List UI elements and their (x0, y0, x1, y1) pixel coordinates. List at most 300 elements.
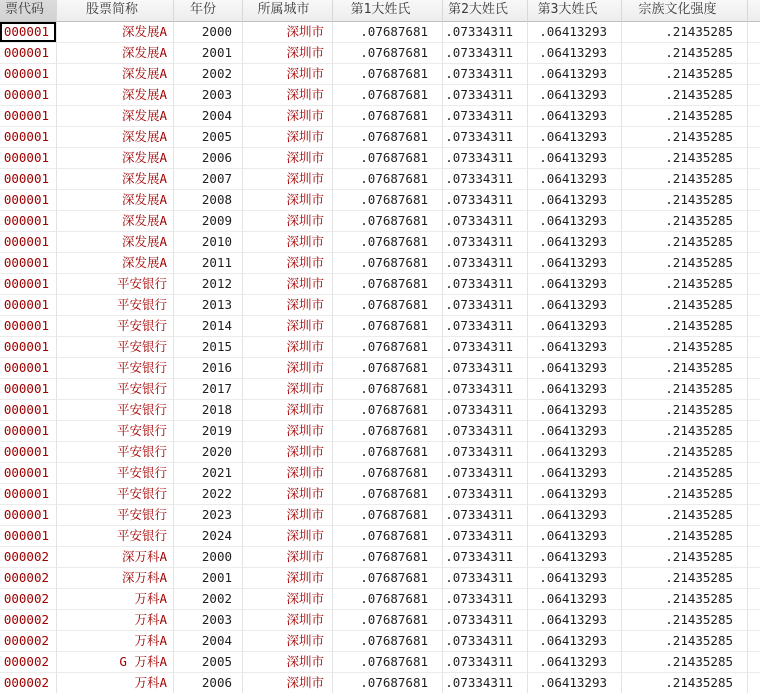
cell-surname3[interactable]: .06413293 (528, 400, 622, 421)
cell-surname1[interactable]: .07687681 (333, 85, 443, 106)
cell-clan_strength[interactable]: .21435285 (622, 232, 748, 253)
row-filler (748, 421, 760, 442)
cell-surname2[interactable]: .07334311 (443, 274, 528, 295)
row-filler (748, 442, 760, 463)
cell-city[interactable]: 深圳市 (243, 169, 333, 190)
cell-surname2[interactable]: .07334311 (443, 526, 528, 547)
cell-surname3[interactable]: .06413293 (528, 64, 622, 85)
cell-surname1[interactable]: .07687681 (333, 673, 443, 693)
cell-clan_strength[interactable]: .21435285 (622, 316, 748, 337)
cell-stock_name[interactable]: 深万科A (57, 547, 174, 568)
cell-surname2[interactable]: .07334311 (443, 85, 528, 106)
cell-year[interactable]: 2019 (174, 421, 243, 442)
cell-surname2[interactable]: .07334311 (443, 547, 528, 568)
cell-stock_code[interactable]: 000002 (0, 631, 57, 652)
cell-surname2[interactable]: .07334311 (443, 232, 528, 253)
cell-city[interactable]: 深圳市 (243, 463, 333, 484)
cell-clan_strength[interactable]: .21435285 (622, 148, 748, 169)
cell-city[interactable]: 深圳市 (243, 211, 333, 232)
cell-stock_name[interactable]: 平安银行 (57, 421, 174, 442)
cell-clan_strength[interactable]: .21435285 (622, 484, 748, 505)
cell-surname2[interactable]: .07334311 (443, 211, 528, 232)
cell-stock_name[interactable]: 平安银行 (57, 484, 174, 505)
cell-city[interactable]: 深圳市 (243, 568, 333, 589)
cell-clan_strength[interactable]: .21435285 (622, 43, 748, 64)
cell-surname1[interactable]: .07687681 (333, 379, 443, 400)
cell-stock_code[interactable]: 000001 (0, 379, 57, 400)
column-header-filler (748, 0, 760, 22)
cell-clan_strength[interactable]: .21435285 (622, 358, 748, 379)
cell-surname3[interactable]: .06413293 (528, 295, 622, 316)
cell-surname1[interactable]: .07687681 (333, 106, 443, 127)
cell-year[interactable]: 2009 (174, 211, 243, 232)
cell-surname1[interactable]: .07687681 (333, 169, 443, 190)
cell-city[interactable]: 深圳市 (243, 505, 333, 526)
cell-year[interactable]: 2023 (174, 505, 243, 526)
column-header[interactable]: 第1大姓氏 (333, 0, 443, 22)
cell-stock_code[interactable]: 000001 (0, 505, 57, 526)
cell-year[interactable]: 2017 (174, 379, 243, 400)
cell-stock_name[interactable]: 平安银行 (57, 295, 174, 316)
column-header[interactable]: 第2大姓氏 (443, 0, 528, 22)
cell-surname2[interactable]: .07334311 (443, 106, 528, 127)
cell-surname1[interactable]: .07687681 (333, 274, 443, 295)
cell-stock_code[interactable]: 000001 (0, 106, 57, 127)
column-header[interactable]: 年份 (174, 0, 243, 22)
cell-stock_name[interactable]: 平安银行 (57, 316, 174, 337)
cell-clan_strength[interactable]: .21435285 (622, 211, 748, 232)
cell-stock_name[interactable]: 万科A (57, 673, 174, 693)
cell-year[interactable]: 2020 (174, 442, 243, 463)
cell-surname1[interactable]: .07687681 (333, 484, 443, 505)
cell-surname3[interactable]: .06413293 (528, 337, 622, 358)
cell-surname3[interactable]: .06413293 (528, 43, 622, 64)
cell-surname1[interactable]: .07687681 (333, 400, 443, 421)
cell-surname3[interactable]: .06413293 (528, 484, 622, 505)
cell-stock_name[interactable]: 深发展A (57, 211, 174, 232)
cell-surname1[interactable]: .07687681 (333, 568, 443, 589)
cell-surname2[interactable]: .07334311 (443, 64, 528, 85)
cell-year[interactable]: 2007 (174, 169, 243, 190)
cell-surname1[interactable]: .07687681 (333, 610, 443, 631)
cell-clan_strength[interactable]: .21435285 (622, 379, 748, 400)
cell-year[interactable]: 2010 (174, 232, 243, 253)
table-row (0, 610, 760, 631)
cell-clan_strength[interactable]: .21435285 (622, 652, 748, 673)
cell-city[interactable]: 深圳市 (243, 358, 333, 379)
cell-surname2[interactable]: .07334311 (443, 505, 528, 526)
cell-stock_code[interactable]: 000001 (0, 169, 57, 190)
table-row (0, 652, 760, 673)
cell-stock_name[interactable]: 平安银行 (57, 463, 174, 484)
cell-stock_name[interactable]: 万科A (57, 589, 174, 610)
cell-surname1[interactable]: .07687681 (333, 547, 443, 568)
cell-surname1[interactable]: .07687681 (333, 631, 443, 652)
cell-city[interactable]: 深圳市 (243, 379, 333, 400)
cell-year[interactable]: 2021 (174, 463, 243, 484)
cell-stock_code[interactable]: 000002 (0, 547, 57, 568)
cell-surname3[interactable]: .06413293 (528, 526, 622, 547)
cell-clan_strength[interactable]: .21435285 (622, 421, 748, 442)
cell-surname3[interactable]: .06413293 (528, 379, 622, 400)
row-filler (748, 85, 760, 106)
cell-surname2[interactable]: .07334311 (443, 190, 528, 211)
cell-surname1[interactable]: .07687681 (333, 253, 443, 274)
cell-city[interactable]: 深圳市 (243, 253, 333, 274)
table-row (0, 316, 760, 337)
cell-city[interactable]: 深圳市 (243, 673, 333, 693)
cell-stock_code[interactable]: 000001 (0, 442, 57, 463)
cell-city[interactable]: 深圳市 (243, 274, 333, 295)
cell-stock_name[interactable]: 平安银行 (57, 337, 174, 358)
cell-stock_name[interactable]: 平安银行 (57, 358, 174, 379)
cell-stock_code[interactable]: 000002 (0, 652, 57, 673)
table-row (0, 631, 760, 652)
cell-surname2[interactable]: .07334311 (443, 253, 528, 274)
cell-city[interactable]: 深圳市 (243, 400, 333, 421)
cell-year[interactable]: 2016 (174, 358, 243, 379)
cell-clan_strength[interactable]: .21435285 (622, 253, 748, 274)
cell-clan_strength[interactable]: .21435285 (622, 568, 748, 589)
cell-city[interactable]: 深圳市 (243, 484, 333, 505)
cell-city[interactable]: 深圳市 (243, 295, 333, 316)
cell-stock_code[interactable]: 000001 (0, 484, 57, 505)
cell-year[interactable]: 2006 (174, 148, 243, 169)
cell-stock_name[interactable]: 深发展A (57, 169, 174, 190)
cell-surname3[interactable]: .06413293 (528, 568, 622, 589)
column-header[interactable]: 所属城市 (243, 0, 333, 22)
row-filler (748, 484, 760, 505)
cell-clan_strength[interactable]: .21435285 (622, 547, 748, 568)
column-header[interactable]: 第3大姓氏 (528, 0, 622, 22)
cell-surname3[interactable]: .06413293 (528, 316, 622, 337)
cell-surname3[interactable]: .06413293 (528, 106, 622, 127)
cell-year[interactable]: 2004 (174, 106, 243, 127)
cell-clan_strength[interactable]: .21435285 (622, 400, 748, 421)
cell-clan_strength[interactable]: .21435285 (622, 673, 748, 693)
cell-surname2[interactable]: .07334311 (443, 295, 528, 316)
cell-stock_name[interactable]: 万科A (57, 610, 174, 631)
cell-city[interactable]: 深圳市 (243, 127, 333, 148)
cell-surname3[interactable]: .06413293 (528, 442, 622, 463)
table-row (0, 400, 760, 421)
cell-city[interactable]: 深圳市 (243, 526, 333, 547)
cell-year[interactable]: 2014 (174, 316, 243, 337)
cell-stock_code[interactable]: 000001 (0, 358, 57, 379)
cell-surname3[interactable]: .06413293 (528, 463, 622, 484)
table-row (0, 22, 760, 43)
row-filler (748, 358, 760, 379)
cell-surname1[interactable]: .07687681 (333, 526, 443, 547)
cell-city[interactable]: 深圳市 (243, 589, 333, 610)
cell-clan_strength[interactable]: .21435285 (622, 463, 748, 484)
cell-surname2[interactable]: .07334311 (443, 484, 528, 505)
cell-surname1[interactable]: .07687681 (333, 43, 443, 64)
cell-clan_strength[interactable]: .21435285 (622, 85, 748, 106)
cell-surname2[interactable]: .07334311 (443, 463, 528, 484)
cell-surname2[interactable]: .07334311 (443, 442, 528, 463)
cell-surname3[interactable]: .06413293 (528, 232, 622, 253)
table-row (0, 295, 760, 316)
cell-stock_name[interactable]: 平安银行 (57, 274, 174, 295)
cell-year[interactable]: 2005 (174, 127, 243, 148)
cell-surname1[interactable]: .07687681 (333, 652, 443, 673)
cell-clan_strength[interactable]: .21435285 (622, 610, 748, 631)
cell-year[interactable]: 2006 (174, 673, 243, 693)
cell-surname3[interactable]: .06413293 (528, 148, 622, 169)
cell-stock_name[interactable]: 深发展A (57, 85, 174, 106)
cell-surname3[interactable]: .06413293 (528, 22, 622, 43)
cell-clan_strength[interactable]: .21435285 (622, 22, 748, 43)
cell-city[interactable]: 深圳市 (243, 106, 333, 127)
table-row (0, 568, 760, 589)
table-row (0, 505, 760, 526)
cell-stock_code[interactable]: 000001 (0, 232, 57, 253)
cell-surname2[interactable]: .07334311 (443, 22, 528, 43)
row-filler (748, 673, 760, 693)
cell-surname1[interactable]: .07687681 (333, 64, 443, 85)
cell-year[interactable]: 2003 (174, 610, 243, 631)
column-header[interactable]: 宗族文化强度 (622, 0, 748, 22)
cell-clan_strength[interactable]: .21435285 (622, 505, 748, 526)
cell-surname2[interactable]: .07334311 (443, 169, 528, 190)
cell-surname2[interactable]: .07334311 (443, 400, 528, 421)
cell-surname1[interactable]: .07687681 (333, 358, 443, 379)
cell-surname2[interactable]: .07334311 (443, 631, 528, 652)
cell-surname3[interactable]: .06413293 (528, 421, 622, 442)
cell-stock_code[interactable]: 000001 (0, 337, 57, 358)
cell-surname1[interactable]: .07687681 (333, 505, 443, 526)
cell-stock_code[interactable]: 000001 (0, 253, 57, 274)
cell-city[interactable]: 深圳市 (243, 631, 333, 652)
cell-stock_code[interactable]: 000001 (0, 463, 57, 484)
cell-city[interactable]: 深圳市 (243, 652, 333, 673)
row-filler (748, 190, 760, 211)
row-filler (748, 64, 760, 85)
cell-surname2[interactable]: .07334311 (443, 673, 528, 693)
cell-year[interactable]: 2018 (174, 400, 243, 421)
cell-stock_name[interactable]: 万科A (57, 631, 174, 652)
cell-stock_code[interactable]: 000001 (0, 526, 57, 547)
cell-stock_name[interactable]: 深发展A (57, 43, 174, 64)
cell-surname1[interactable]: .07687681 (333, 211, 443, 232)
cell-clan_strength[interactable]: .21435285 (622, 106, 748, 127)
table-row (0, 169, 760, 190)
cell-surname2[interactable]: .07334311 (443, 43, 528, 64)
cell-stock_code[interactable]: 000002 (0, 568, 57, 589)
cell-stock_name[interactable]: 深发展A (57, 253, 174, 274)
cell-stock_name[interactable]: 深发展A (57, 232, 174, 253)
table-row (0, 673, 760, 693)
cell-year[interactable]: 2005 (174, 652, 243, 673)
cell-surname1[interactable]: .07687681 (333, 22, 443, 43)
cell-city[interactable]: 深圳市 (243, 421, 333, 442)
cell-surname1[interactable]: .07687681 (333, 232, 443, 253)
cell-clan_strength[interactable]: .21435285 (622, 64, 748, 85)
cell-city[interactable]: 深圳市 (243, 43, 333, 64)
cell-city[interactable]: 深圳市 (243, 22, 333, 43)
row-filler (748, 463, 760, 484)
cell-year[interactable]: 2002 (174, 589, 243, 610)
cell-clan_strength[interactable]: .21435285 (622, 589, 748, 610)
cell-year[interactable]: 2008 (174, 190, 243, 211)
cell-surname3[interactable]: .06413293 (528, 358, 622, 379)
cell-year[interactable]: 2011 (174, 253, 243, 274)
column-header[interactable]: 股票简称 (57, 0, 174, 22)
table-row (0, 463, 760, 484)
cell-surname3[interactable]: .06413293 (528, 631, 622, 652)
cell-stock_code[interactable]: 000001 (0, 211, 57, 232)
cell-surname1[interactable]: .07687681 (333, 442, 443, 463)
table-row (0, 379, 760, 400)
cell-stock_code[interactable]: 000002 (0, 673, 57, 693)
cell-stock_code[interactable]: 000001 (0, 43, 57, 64)
cell-stock_name[interactable]: 深发展A (57, 148, 174, 169)
cell-city[interactable]: 深圳市 (243, 190, 333, 211)
cell-year[interactable]: 2012 (174, 274, 243, 295)
table-row (0, 190, 760, 211)
cell-clan_strength[interactable]: .21435285 (622, 169, 748, 190)
cell-stock_name[interactable]: G 万科A (57, 652, 174, 673)
cell-clan_strength[interactable]: .21435285 (622, 295, 748, 316)
cell-stock_name[interactable]: 深万科A (57, 568, 174, 589)
cell-city[interactable]: 深圳市 (243, 85, 333, 106)
cell-year[interactable]: 2022 (174, 484, 243, 505)
cell-stock_code[interactable]: 000001 (0, 400, 57, 421)
cell-surname3[interactable]: .06413293 (528, 190, 622, 211)
cell-surname3[interactable]: .06413293 (528, 589, 622, 610)
cell-surname3[interactable]: .06413293 (528, 652, 622, 673)
table-row (0, 43, 760, 64)
row-filler (748, 211, 760, 232)
cell-surname2[interactable]: .07334311 (443, 379, 528, 400)
cell-city[interactable]: 深圳市 (243, 610, 333, 631)
cell-stock_name[interactable]: 深发展A (57, 127, 174, 148)
cell-stock_code[interactable]: 000001 (0, 148, 57, 169)
cell-stock_code[interactable]: 000001 (0, 127, 57, 148)
cell-stock_name[interactable]: 深发展A (57, 106, 174, 127)
cell-stock_code[interactable]: 000001 (0, 421, 57, 442)
cell-surname2[interactable]: .07334311 (443, 421, 528, 442)
cell-year[interactable]: 2001 (174, 43, 243, 64)
cell-surname2[interactable]: .07334311 (443, 568, 528, 589)
cell-stock_name[interactable]: 平安银行 (57, 526, 174, 547)
table-row (0, 64, 760, 85)
cell-surname2[interactable]: .07334311 (443, 652, 528, 673)
cell-surname1[interactable]: .07687681 (333, 295, 443, 316)
row-filler (748, 127, 760, 148)
cell-year[interactable]: 2004 (174, 631, 243, 652)
cell-surname3[interactable]: .06413293 (528, 547, 622, 568)
cell-clan_strength[interactable]: .21435285 (622, 127, 748, 148)
cell-clan_strength[interactable]: .21435285 (622, 274, 748, 295)
cell-year[interactable]: 2000 (174, 547, 243, 568)
cell-surname2[interactable]: .07334311 (443, 148, 528, 169)
cell-city[interactable]: 深圳市 (243, 64, 333, 85)
cell-surname3[interactable]: .06413293 (528, 505, 622, 526)
cell-surname2[interactable]: .07334311 (443, 589, 528, 610)
cell-stock_name[interactable]: 平安银行 (57, 400, 174, 421)
cell-stock_code[interactable]: 000001 (0, 295, 57, 316)
cell-surname3[interactable]: .06413293 (528, 673, 622, 693)
cell-surname1[interactable]: .07687681 (333, 148, 443, 169)
cell-surname1[interactable]: .07687681 (333, 463, 443, 484)
cell-surname1[interactable]: .07687681 (333, 316, 443, 337)
row-filler (748, 253, 760, 274)
cell-stock_name[interactable]: 平安银行 (57, 442, 174, 463)
cell-surname3[interactable]: .06413293 (528, 127, 622, 148)
cell-stock_name[interactable]: 平安银行 (57, 505, 174, 526)
row-filler (748, 169, 760, 190)
cell-surname3[interactable]: .06413293 (528, 169, 622, 190)
cell-surname2[interactable]: .07334311 (443, 127, 528, 148)
cell-stock_code[interactable]: 000002 (0, 589, 57, 610)
cell-surname2[interactable]: .07334311 (443, 316, 528, 337)
cell-year[interactable]: 2003 (174, 85, 243, 106)
cell-city[interactable]: 深圳市 (243, 547, 333, 568)
cell-surname2[interactable]: .07334311 (443, 610, 528, 631)
cell-surname1[interactable]: .07687681 (333, 337, 443, 358)
cell-surname3[interactable]: .06413293 (528, 274, 622, 295)
cell-stock_code[interactable]: 000001 (0, 22, 57, 43)
cell-year[interactable]: 2000 (174, 22, 243, 43)
cell-city[interactable]: 深圳市 (243, 337, 333, 358)
cell-year[interactable]: 2002 (174, 64, 243, 85)
cell-clan_strength[interactable]: .21435285 (622, 337, 748, 358)
cell-city[interactable]: 深圳市 (243, 148, 333, 169)
cell-surname2[interactable]: .07334311 (443, 337, 528, 358)
cell-stock_name[interactable]: 深发展A (57, 64, 174, 85)
cell-clan_strength[interactable]: .21435285 (622, 190, 748, 211)
cell-stock_code[interactable]: 000001 (0, 85, 57, 106)
cell-stock_name[interactable]: 深发展A (57, 190, 174, 211)
cell-city[interactable]: 深圳市 (243, 442, 333, 463)
cell-year[interactable]: 2015 (174, 337, 243, 358)
table-row (0, 547, 760, 568)
cell-stock_code[interactable]: 000001 (0, 190, 57, 211)
cell-surname3[interactable]: .06413293 (528, 610, 622, 631)
cell-surname3[interactable]: .06413293 (528, 85, 622, 106)
cell-clan_strength[interactable]: .21435285 (622, 631, 748, 652)
cell-stock_name[interactable]: 平安银行 (57, 379, 174, 400)
column-header[interactable]: 票代码 (0, 0, 57, 22)
cell-surname2[interactable]: .07334311 (443, 358, 528, 379)
cell-stock_name[interactable]: 深发展A (57, 22, 174, 43)
cell-clan_strength[interactable]: .21435285 (622, 442, 748, 463)
cell-stock_code[interactable]: 000001 (0, 316, 57, 337)
cell-surname3[interactable]: .06413293 (528, 211, 622, 232)
row-filler (748, 148, 760, 169)
cell-year[interactable]: 2013 (174, 295, 243, 316)
cell-surname1[interactable]: .07687681 (333, 127, 443, 148)
cell-stock_code[interactable]: 000001 (0, 64, 57, 85)
row-filler (748, 316, 760, 337)
cell-clan_strength[interactable]: .21435285 (622, 526, 748, 547)
cell-surname3[interactable]: .06413293 (528, 253, 622, 274)
cell-stock_code[interactable]: 000001 (0, 274, 57, 295)
table-row (0, 442, 760, 463)
table-body (0, 22, 760, 693)
cell-surname1[interactable]: .07687681 (333, 190, 443, 211)
cell-year[interactable]: 2001 (174, 568, 243, 589)
table-row (0, 211, 760, 232)
cell-city[interactable]: 深圳市 (243, 232, 333, 253)
cell-city[interactable]: 深圳市 (243, 316, 333, 337)
cell-surname1[interactable]: .07687681 (333, 589, 443, 610)
cell-year[interactable]: 2024 (174, 526, 243, 547)
cell-surname1[interactable]: .07687681 (333, 421, 443, 442)
cell-stock_code[interactable]: 000002 (0, 610, 57, 631)
